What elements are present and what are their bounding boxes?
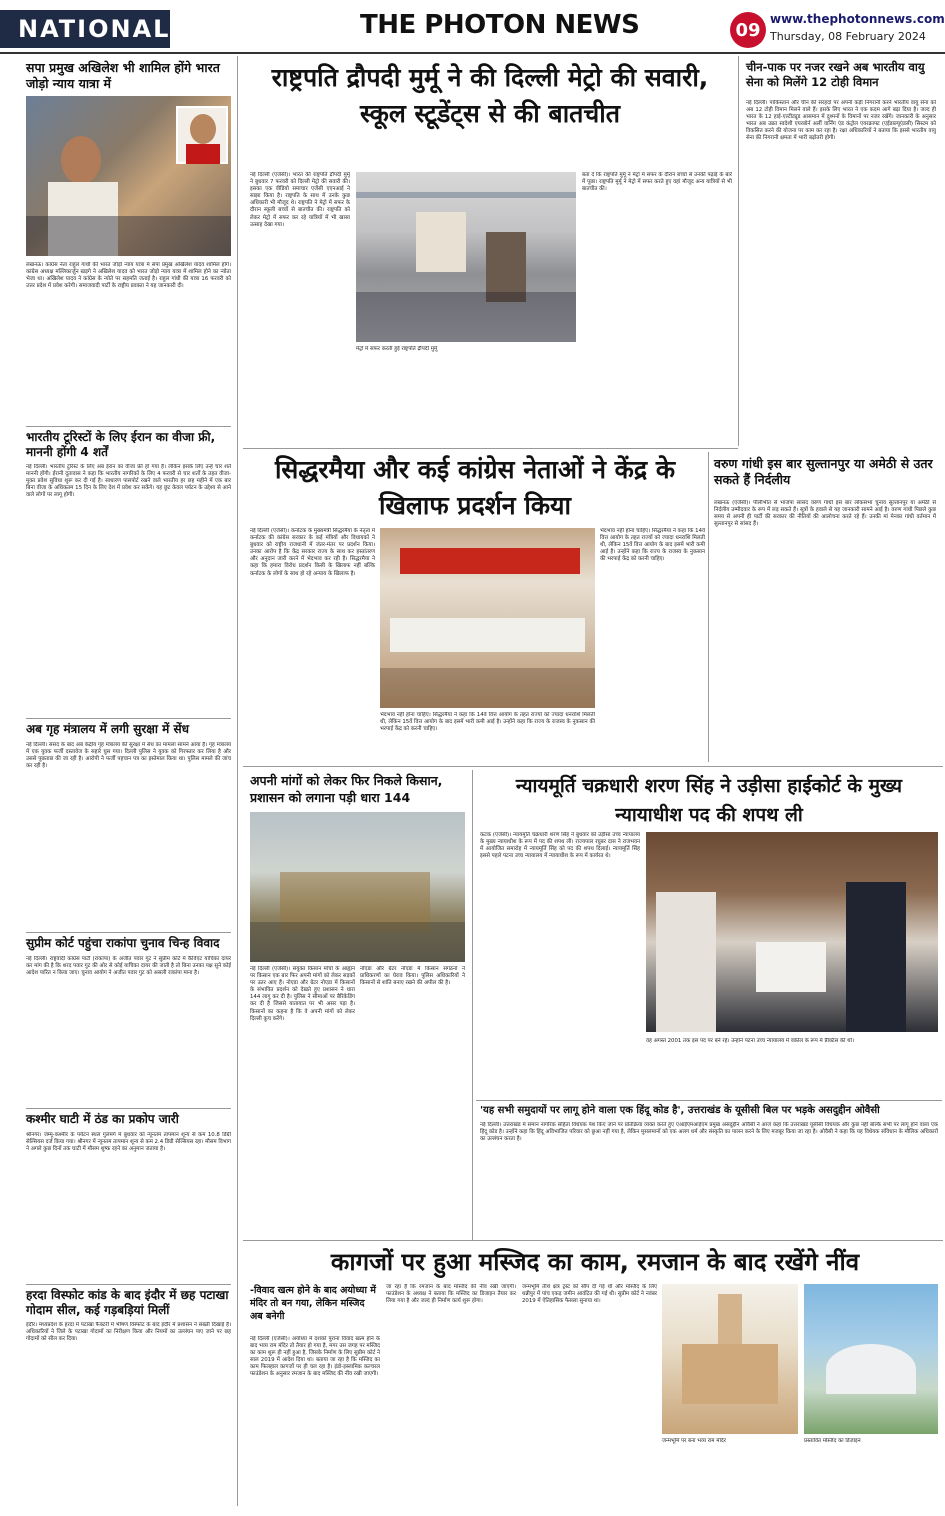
section-tag: NATIONAL <box>0 10 170 48</box>
bottom-headline[interactable]: कागजों पर हुआ मस्जिद का काम, रमजान के बाद रखेंगे नींव <box>330 1248 860 1276</box>
story-divider <box>26 1284 231 1285</box>
story-divider <box>26 718 231 719</box>
story-body: नई दिल्ली। पाकिस्तान और चीन की सरहदों पर अपनी कड़ी निगरानी करने भारतीय वायु सेना को अब 12 टोही विमान मिलने वाले हैं। इसके लिए भारत ने एक कदम आगे बढ़ा दिया है। जल्द ही भारत के 12 हाई-एल्टीट्यूड आसमान में दुश्मनों के विमानों पर नजर रखेंगे। जानकारी के अनुसार भारत अब उन्नत स्वदेशी एयरबोर्न अर्ली वार्निंग एंड कंट्रोल एयरक्राफ्ट (एईडब्ल्यूएंडसी) सिस्टम को विकसित करने की योजना पर काम कर रहा है। रक्षा अधिकारियों ने बताया कि इससे भारतीय वायु सेना की निगरानी क्षमता में भारी बढ़ोतरी होगी। <box>746 100 936 142</box>
story-body: लखनऊ। कांग्रेस नेता राहुल गांधी की भारत जोड़ो न्याय यात्रा में सपा प्रमुख अखिलेश यादव शामिल होंगे। कांग्रेस अध्यक्ष मल्लिकार्जुन खड़गे ने अखिलेश यादव को भारत जोड़ो न्याय यात्रा में शामिल होने का न्योता भेजा था। अखिलेश यादव ने कांग्रेस के न्योते पर सहमति जताई है। राहुल गांधी की यात्रा 16 फरवरी को उत्तर प्रदेश में प्रवेश करेगी। समाजवादी पार्टी के राष्ट्रीय प्रवक्ता ने यह जानकारी दी। <box>26 262 231 290</box>
story-headline[interactable]: सपा प्रमुख अखिलेश भी शामिल होंगे भारत जोड़ो न्याय यात्रा में <box>26 60 220 91</box>
story-body: लखनऊ (एजेंसी)। पीलीभीत से भाजपा सांसद वरुण गांधी इस बार लोकसभा चुनाव सुल्तानपुर या अमेठी से निर्दलीय उम्मीदवार के रूप में लड़ सकते हैं। सूत्रों के हवाले से यह जानकारी सामने आई है। वरुण गांधी पिछले कुछ समय से अपनी ही पार्टी की सरकार की नीतियों की आलोचना करते रहे हैं। उनकी मां मेनका गांधी वर्तमान में सुल्तानपुर से सांसद हैं। <box>714 500 936 528</box>
issue-date: Thursday, 08 February 2024 <box>770 30 926 43</box>
story-headline[interactable]: हरदा विस्फोट कांड के बाद इंदौर में छह पटाखा गोदाम सील, कई गड़बड़ियां मिलीं <box>26 1288 229 1317</box>
story-body: नई दिल्ली। उत्तराखंड में समान नागरिक संहिता विधेयक पेश किए जाने पर प्रतिक्रिया व्यक्त करते हुए एआईएमआईएम प्रमुख असदुद्दीन ओवैसी ने आज कहा कि उत्तराखंड यूसीसी विधेयक और कुछ नहीं बल्कि सभी पर लागू होने वाला एक हिंदू कोड है। उन्होंने कहा कि हिंदू अविभाजित परिवार को छुआ नहीं गया है, लेकिन मुसलमानों को एक अलग धर्म और संस्कृति का पालन करने के लिए मजबूर किया जा रहा है। ओवैसी ने कहा कि यह विधेयक संविधान के मौलिक अधिकारों का उल्लंघन करता है। <box>480 1122 938 1143</box>
lead-body: बता दें कि राष्ट्रपति मुर्मू ने मेट्रो में सफर के दौरान बच्चों से उनकी पढ़ाई के बारे में पूछा। राष्ट्रपति मुर्मू ने मेट्रो में सफर करते हुए वहां मौजूद अन्य यात्रियों से भी बातचीत की। <box>582 172 732 193</box>
story-headline[interactable]: 'यह सभी समुदायों पर लागू होने वाला एक हिंदू कोड है', उत्तराखंड के यूसीसी बिल पर भड़के असदुद्दीन ओवैसी <box>480 1105 880 1116</box>
header-divider <box>0 52 945 54</box>
column-divider <box>472 770 473 1240</box>
story-headline[interactable]: भारतीय टूरिस्टों के लिए ईरान का वीजा फ्री, माननी होंगी 4 शर्तें <box>26 430 216 459</box>
story-headline[interactable]: अब गृह मंत्रालय में लगी सुरक्षा में सेंध <box>26 722 189 736</box>
story-body: नई दिल्ली (एजेंसी)। अयोध्या में दशकों पुराना विवाद खत्म होने के बाद भव्य राम मंदिर तो तैयार हो गया है, मगर उस जगह पर मस्जिद का काम शुरू ही नहीं हुआ है, जिसके निर्माण के लिए सुप्रीम कोर्ट ने साल 2019 में आदेश दिया था। बताया जा रहा है कि मस्जिद का काम फिलहाल कागजों पर ही चल रहा है। इंडो-इस्लामिक कल्चरल फाउंडेशन के अनुसार रमजान के बाद मस्जिद की नींव रखी जाएगी। <box>250 1336 380 1378</box>
story-body: श्रीनगर। जम्मू-कश्मीर के पर्यटन स्थल गुलमर्ग में बुधवार को न्यूनतम तापमान शून्य से कम 10.8 डिग्री सेल्सियस दर्ज किया गया। श्रीनगर में न्यूनतम तापमान शून्य से कम 2.4 डिग्री सेल्सियस रहा। मौसम विभाग ने अगले कुछ दिनों तक घाटी में मौसम शुष्क रहने का अनुमान जताया है। <box>26 1132 231 1153</box>
column-divider <box>708 452 709 762</box>
story-divider <box>26 932 231 933</box>
story-body: नई दिल्ली। भारतीय टूरिस्ट के लिए अब ईरान का वीजा फ्री हो गया है। लेकिन इसके लिए उन्हें चार शर्तें माननी होंगी। ईरानी दूतावास ने कहा कि भारतीय नागरिकों के लिए 4 फरवरी से चार शर्तों के तहत वीजा-मुक्त प्रवेश सुविधा शुरू कर दी गई है। साधारण पासपोर्ट रखने वाले भारतीय हर छह महीने में एक बार बिना वीजा के अधिकतम 15 दिन के लिए देश में प्रवेश कर सकेंगे। यह छूट केवल पर्यटन के उद्देश्य से आने वाले लोगों पर लागू होगी। <box>26 464 231 499</box>
story-divider <box>476 1100 942 1101</box>
news-photo-oath <box>646 832 938 1032</box>
story-body: नई दिल्ली (एजेंसी)। कर्नाटक के मुख्यमंत्री सिद्धरमैया के नेतृत्व में कर्नाटक की कांग्रेस सरकार के कई मंत्रियों और विधायकों ने बुधवार को राष्ट्रीय राजधानी में जंतर-मंतर पर प्रदर्शन किया। उनका आरोप है कि केंद्र सरकार राज्य के साथ कर हस्तांतरण और अनुदान जारी करने में भेदभाव कर रही है। सिद्धरमैया ने कहा कि हमारा विरोध प्रदर्शन किसी के खिलाफ नहीं बल्कि कर्नाटक के लोगों के साथ हो रहे अन्याय के खिलाफ है। <box>250 528 375 577</box>
photo-caption: प्रस्तावित मस्जिद का डिजाइन <box>804 1438 861 1444</box>
second-headline[interactable]: सिद्धरमैया और कई कांग्रेस नेताओं ने केंद्र के खिलाफ प्रदर्शन किया <box>274 455 676 520</box>
masthead-logo: THE PHOTON NEWS <box>360 10 640 40</box>
story-body: जन्मभूमि तीर्थ क्षेत्र ट्रस्ट को सौंप दी गई थी और मस्जिद के लिए धन्नीपुर में पांच एकड़ जमीन आवंटित की गई थी। सुप्रीम कोर्ट ने नवंबर 2019 में ऐतिहासिक फैसला सुनाया था। <box>522 1284 657 1305</box>
story-headline[interactable]: कश्मीर घाटी में ठंड का प्रकोप जारी <box>26 1112 179 1126</box>
news-photo-farmers <box>250 812 465 962</box>
story-divider <box>26 426 231 427</box>
story-body: कटक (एजेंसी)। न्यायमूर्ति चक्रधारी शरण सिंह ने बुधवार को उड़ीसा उच्च न्यायालय के मुख्य न्यायाधीश के रूप में पद की शपथ ली। राज्यपाल रघुबर दास ने राजभवन में आयोजित समारोह में न्यायमूर्ति सिंह को पद की शपथ दिलाई। न्यायमूर्ति सिंह इससे पहले पटना उच्च न्यायालय में न्यायाधीश के रूप में कार्यरत थे। <box>480 832 640 860</box>
photo-caption: जन्मभूमि पर बना भव्य राम मंदिर <box>662 1438 726 1444</box>
news-photo-mosque-design <box>804 1284 938 1434</box>
lead-headline[interactable]: राष्ट्रपति द्रौपदी मुर्मू ने की दिल्ली मेट्रो की सवारी, स्कूल स्टूडेंट्स से की बातचीत <box>271 63 709 128</box>
story-divider <box>243 766 943 767</box>
page-number-badge: 09 <box>730 12 766 48</box>
story-body: जा रहा है कि रमजान के बाद मस्जिद की नींव रखी जाएगी। फाउंडेशन के अध्यक्ष ने बताया कि मस्जिद का डिजाइन तैयार कर लिया गया है और जल्द ही निर्माण कार्य शुरू होगा। <box>386 1284 516 1305</box>
story-headline[interactable]: वरुण गांधी इस बार सुल्तानपुर या अमेठी से उतर सकते हैं निर्दलीय <box>714 456 933 487</box>
story-body: वह अगस्त 2001 तक इस पद पर बने रहे। उन्होंने पटना उच्च न्यायालय में वकील के रूप में प्रैक्टिस की थी। <box>646 1038 855 1044</box>
inset-photo <box>176 106 228 164</box>
news-photo-metro <box>356 172 576 342</box>
story-body: भेदभाव नहीं होना चाहिए। सिद्धरमैया ने कहा कि 14वें वित्त आयोग के तहत राज्यों को ज्यादा धनराशि मिलती थी, लेकिन 15वें वित्त आयोग के बाद इसमें भारी कमी आई है। उन्होंने कहा कि राज्य के राजस्व के नुकसान की भरपाई केंद्र को करनी चाहिए। <box>380 712 595 733</box>
story-divider <box>243 448 738 449</box>
story-body: नई दिल्ली (एजेंसी)। संयुक्त किसान मोर्चा के आह्वान पर किसान एक बार फिर अपनी मांगों को लेकर सड़कों पर उतर आए हैं। नोएडा और ग्रेटर नोएडा में किसानों के संभावित प्रदर्शन को देखते हुए प्रशासन ने धारा 144 लागू कर दी है। पुलिस ने सीमाओं पर बैरिकेडिंग कर दी है जिससे यातायात पर भी असर पड़ा है। किसानों का कहना है कि वे अपनी मांगों को लेकर दिल्ली कूच करेंगे। <box>250 966 355 1022</box>
news-photo-temple <box>662 1284 798 1434</box>
story-subhead: -विवाद खत्म होने के बाद अयोध्या में मंदिर तो बन गया, लेकिन मस्जिद अब बनेगी <box>250 1285 376 1322</box>
story-headline[interactable]: सुप्रीम कोर्ट पहुंचा राकांपा चुनाव चिन्ह विवाद <box>26 936 220 950</box>
story-body: भेदभाव नहीं होना चाहिए। सिद्धरमैया ने कहा कि 14वें वित्त आयोग के तहत राज्यों को ज्यादा धनराशि मिलती थी, लेकिन 15वें वित्त आयोग के बाद इसमें भारी कमी आई है। उन्होंने कहा कि राज्य के राजस्व के नुकसान की भरपाई केंद्र को करनी चाहिए। <box>600 528 705 563</box>
news-photo-rally <box>26 96 231 256</box>
photo-caption: मेट्रो में सफर करती हुई राष्ट्रपति द्रौपदी मुर्मू <box>356 346 438 352</box>
story-body: नई दिल्ली। संसद के बाद अब केंद्रीय गृह मंत्रालय की सुरक्षा में सेंध का मामला सामने आया है। गृह मंत्रालय में एक युवक फर्जी दस्तावेज के सहारे घुस गया। दिल्ली पुलिस ने युवक को गिरफ्तार कर लिया है और उससे पूछताछ की जा रही है। आरोपी ने फर्जी पहचान पत्र का इस्तेमाल किया था। पुलिस मामले की जांच कर रही है। <box>26 742 231 770</box>
story-divider <box>26 1108 231 1109</box>
news-photo-protest <box>380 528 595 708</box>
story-headline[interactable]: अपनी मांगों को लेकर फिर निकले किसान, प्रशासन को लगाना पड़ी धारा 144 <box>250 773 443 805</box>
column-divider <box>738 56 739 446</box>
story-body: इंदौर। मध्यप्रदेश के हरदा में पटाखा फैक्टरी में भीषण विस्फोट के बाद इंदौर में प्रशासन ने सख्ती दिखाई है। अधिकारियों ने जिले के पटाखा गोदामों का निरीक्षण किया और नियमों का उल्लंघन पाए जाने पर छह गोदामों को सील कर दिया। <box>26 1322 231 1343</box>
lead-body: नई दिल्ली (एजेंसी)। भारत की राष्ट्रपति द्रौपदी मुर्मू ने बुधवार 7 फरवरी को दिल्ली मेट्रो की सवारी की। इसका एक वीडियो समाचार एजेंसी एएनआई ने साझा किया है। राष्ट्रपति के साथ में उनके कुछ अधिकारी भी मौजूद थे। राष्ट्रपति ने मेट्रो में सफर के दौरान स्कूली बच्चों से बातचीत की। राष्ट्रपति को लेकर मेट्रो में सफर कर रहे यात्रियों में भी खासा उत्साह देखा गया। <box>250 172 350 228</box>
story-body: नोएडा और ग्रेटर नोएडा में किसान संगठनों ने प्राधिकरणों का घेराव किया। पुलिस अधिकारियों ने किसानों से शांति बनाए रखने की अपील की है। <box>360 966 465 987</box>
story-headline[interactable]: चीन-पाक पर नजर रखने अब भारतीय वायु सेना को मिलेंगे 12 टोही विमान <box>746 60 925 89</box>
column-divider <box>237 56 238 1506</box>
story-divider <box>243 1240 943 1241</box>
website-link[interactable]: www.thephotonnews.com <box>770 12 945 26</box>
story-body: नई दिल्ली। राष्ट्रवादी कांग्रेस पार्टी (राकांपा) के अजीत पवार गुट ने सुप्रीम कोर्ट में कैविएट याचिका दायर कर मांग की है कि शरद पवार गुट की ओर से कोई याचिका दायर की जाती है तो बिना उनका पक्ष सुने कोई आदेश पारित न किया जाए। चुनाव आयोग ने अजीत पवार गुट को असली राकांपा माना है। <box>26 956 231 977</box>
justice-headline[interactable]: न्यायमूर्ति चक्रधारी शरण सिंह ने उड़ीसा हाईकोर्ट के मुख्य न्यायाधीश पद की शपथ ली <box>515 775 903 826</box>
